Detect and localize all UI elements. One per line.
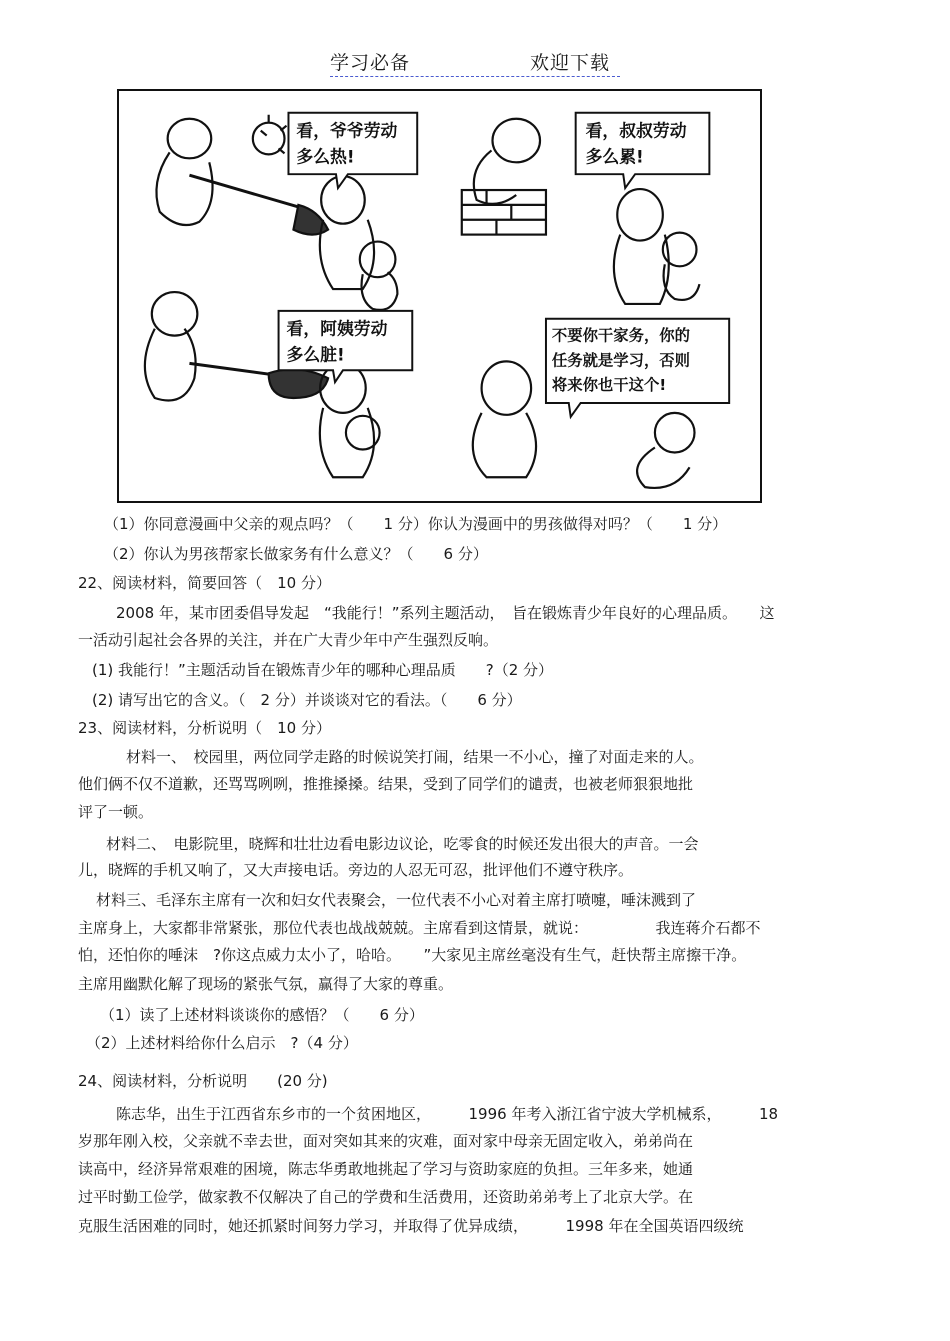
father-figure-1 xyxy=(321,176,365,224)
q23-material-1-line-3: 评了一顿。 xyxy=(78,803,154,821)
uncle-figure xyxy=(492,119,540,163)
q22-sub-question-1: (1) 我能行！”主题活动旨在锻炼青少年的哪种心理品质 ?（2 分） xyxy=(92,661,554,679)
bubble-3-line-1: 看，阿姨劳动 xyxy=(286,318,388,339)
q24-paragraph-line-5: 克服生活困难的同时，她还抓紧时间努力学习，并取得了优异成绩， 1998 年在全国英语四级统 xyxy=(78,1217,744,1235)
q24-paragraph-line-2: 岁那年刚入校，父亲就不幸去世，面对突如其来的灾难，面对家中母亲无固定收入，弟弟尚在 xyxy=(78,1132,694,1150)
bubble-4-line-2: 任务就是学习，否则 xyxy=(551,351,690,370)
comic-drawing xyxy=(119,91,760,501)
bubble-2-line-1: 看，叔叔劳动 xyxy=(585,120,687,141)
father-figure-4 xyxy=(482,361,532,414)
q24-heading: 24、阅读材料，分析说明 (20 分) xyxy=(78,1072,328,1090)
q24-paragraph-line-3: 读高中，经济异常艰难的困境，陈志华勇敢地挑起了学习与资助家庭的负担。三年多来，她通 xyxy=(78,1160,694,1178)
bubble-1-line-1: 看，爷爷劳动 xyxy=(296,120,398,141)
q23-material-2-line-2: 儿，晓辉的手机又响了，又大声接电话。旁边的人忍无可忍，批评他们不遵守秩序。 xyxy=(78,861,634,879)
bubble-2-line-2: 多么累! xyxy=(585,146,644,167)
comic-question-1: （1）你同意漫画中父亲的观点吗？（ 1 分）你认为漫画中的男孩做得对吗？（ 1 分） xyxy=(104,515,728,533)
bubble-3-line-2: 多么脏! xyxy=(286,344,345,365)
q23-material-2-line-1: 材料二、 电影院里，晓辉和壮壮边看电影边议论，吃零食的时候还发出很大的声音。一会 xyxy=(106,835,699,853)
q22-paragraph-line-1: 2008 年，某市团委倡导发起 “我能行！”系列主题活动， 旨在锻炼青少年良好的心理品质。 这 xyxy=(116,604,775,622)
bubble-4-line-1: 不要你干家务，你的 xyxy=(551,326,690,345)
grandma-figure xyxy=(168,119,212,159)
bubble-1-line-2: 多么热! xyxy=(296,146,355,167)
father-figure-2 xyxy=(617,189,663,240)
boy-figure-4 xyxy=(655,413,695,453)
q23-heading: 23、阅读材料，分析说明（ 10 分） xyxy=(78,719,331,737)
header-right-text: 欢迎下载 xyxy=(530,52,611,74)
q24-paragraph-line-1: 陈志华，出生于江西省东乡市的一个贫困地区， 1996 年考入浙江省宁波大学机械系， 18 xyxy=(116,1105,779,1123)
q23-material-3-line-2: 主席身上，大家都非常紧张，那位代表也战战兢兢。主席看到这情景，就说： 我连蒋介石都不 xyxy=(78,919,761,937)
q23-material-1-line-1: 材料一、 校园里，两位同学走路的时候说笑打闹，结果一不小心，撞了对面走来的人。 xyxy=(126,748,704,766)
q23-material-3-line-3: 怕，还怕你的唾沫 ?你这点威力太小了，哈哈。 ”大家见主席丝毫没有生气，赶快帮主席擦干净。 xyxy=(78,946,747,964)
q22-paragraph-line-2: 一活动引起社会各界的关注，并在广大青少年中产生强烈反响。 xyxy=(78,631,499,649)
boy-figure-1 xyxy=(360,242,396,278)
bricks xyxy=(462,190,546,235)
q22-heading: 22、阅读材料，简要回答（ 10 分） xyxy=(78,574,331,592)
bubble-4-line-3: 将来你也干这个! xyxy=(551,376,667,395)
q23-material-3-line-1: 材料三、毛泽东主席有一次和妇女代表聚会，一位代表不小心对着主席打喷嚏，唾沫溅到了 xyxy=(96,891,697,909)
page-header xyxy=(330,46,620,77)
q23-sub-question-1: （1）读了上述材料谈谈你的感悟？（ 6 分） xyxy=(100,1006,424,1024)
q23-material-1-line-2: 他们俩不仅不道歉，还骂骂咧咧，推推搡搡。结果，受到了同学们的谴责，也被老师狠狠地批 xyxy=(78,775,694,793)
q23-material-3-line-4: 主席用幽默化解了现场的紧张气氛，赢得了大家的尊重。 xyxy=(78,975,454,993)
comic-question-2: （2）你认为男孩帮家长做家务有什么意义？（ 6 分） xyxy=(104,545,488,563)
q23-sub-question-2: （2）上述材料给你什么启示 ?（4 分） xyxy=(86,1034,358,1052)
q22-sub-question-2: (2) 请写出它的含义。（ 2 分）并谈谈对它的看法。（ 6 分） xyxy=(92,691,522,709)
aunt-figure xyxy=(152,292,198,336)
header-left-text: 学习必备 xyxy=(330,52,411,74)
comic-illustration xyxy=(117,89,762,503)
q24-paragraph-line-4: 过平时勤工俭学，做家教不仅解决了自己的学费和生活费用，还资助弟弟考上了北京大学。在 xyxy=(78,1188,694,1206)
